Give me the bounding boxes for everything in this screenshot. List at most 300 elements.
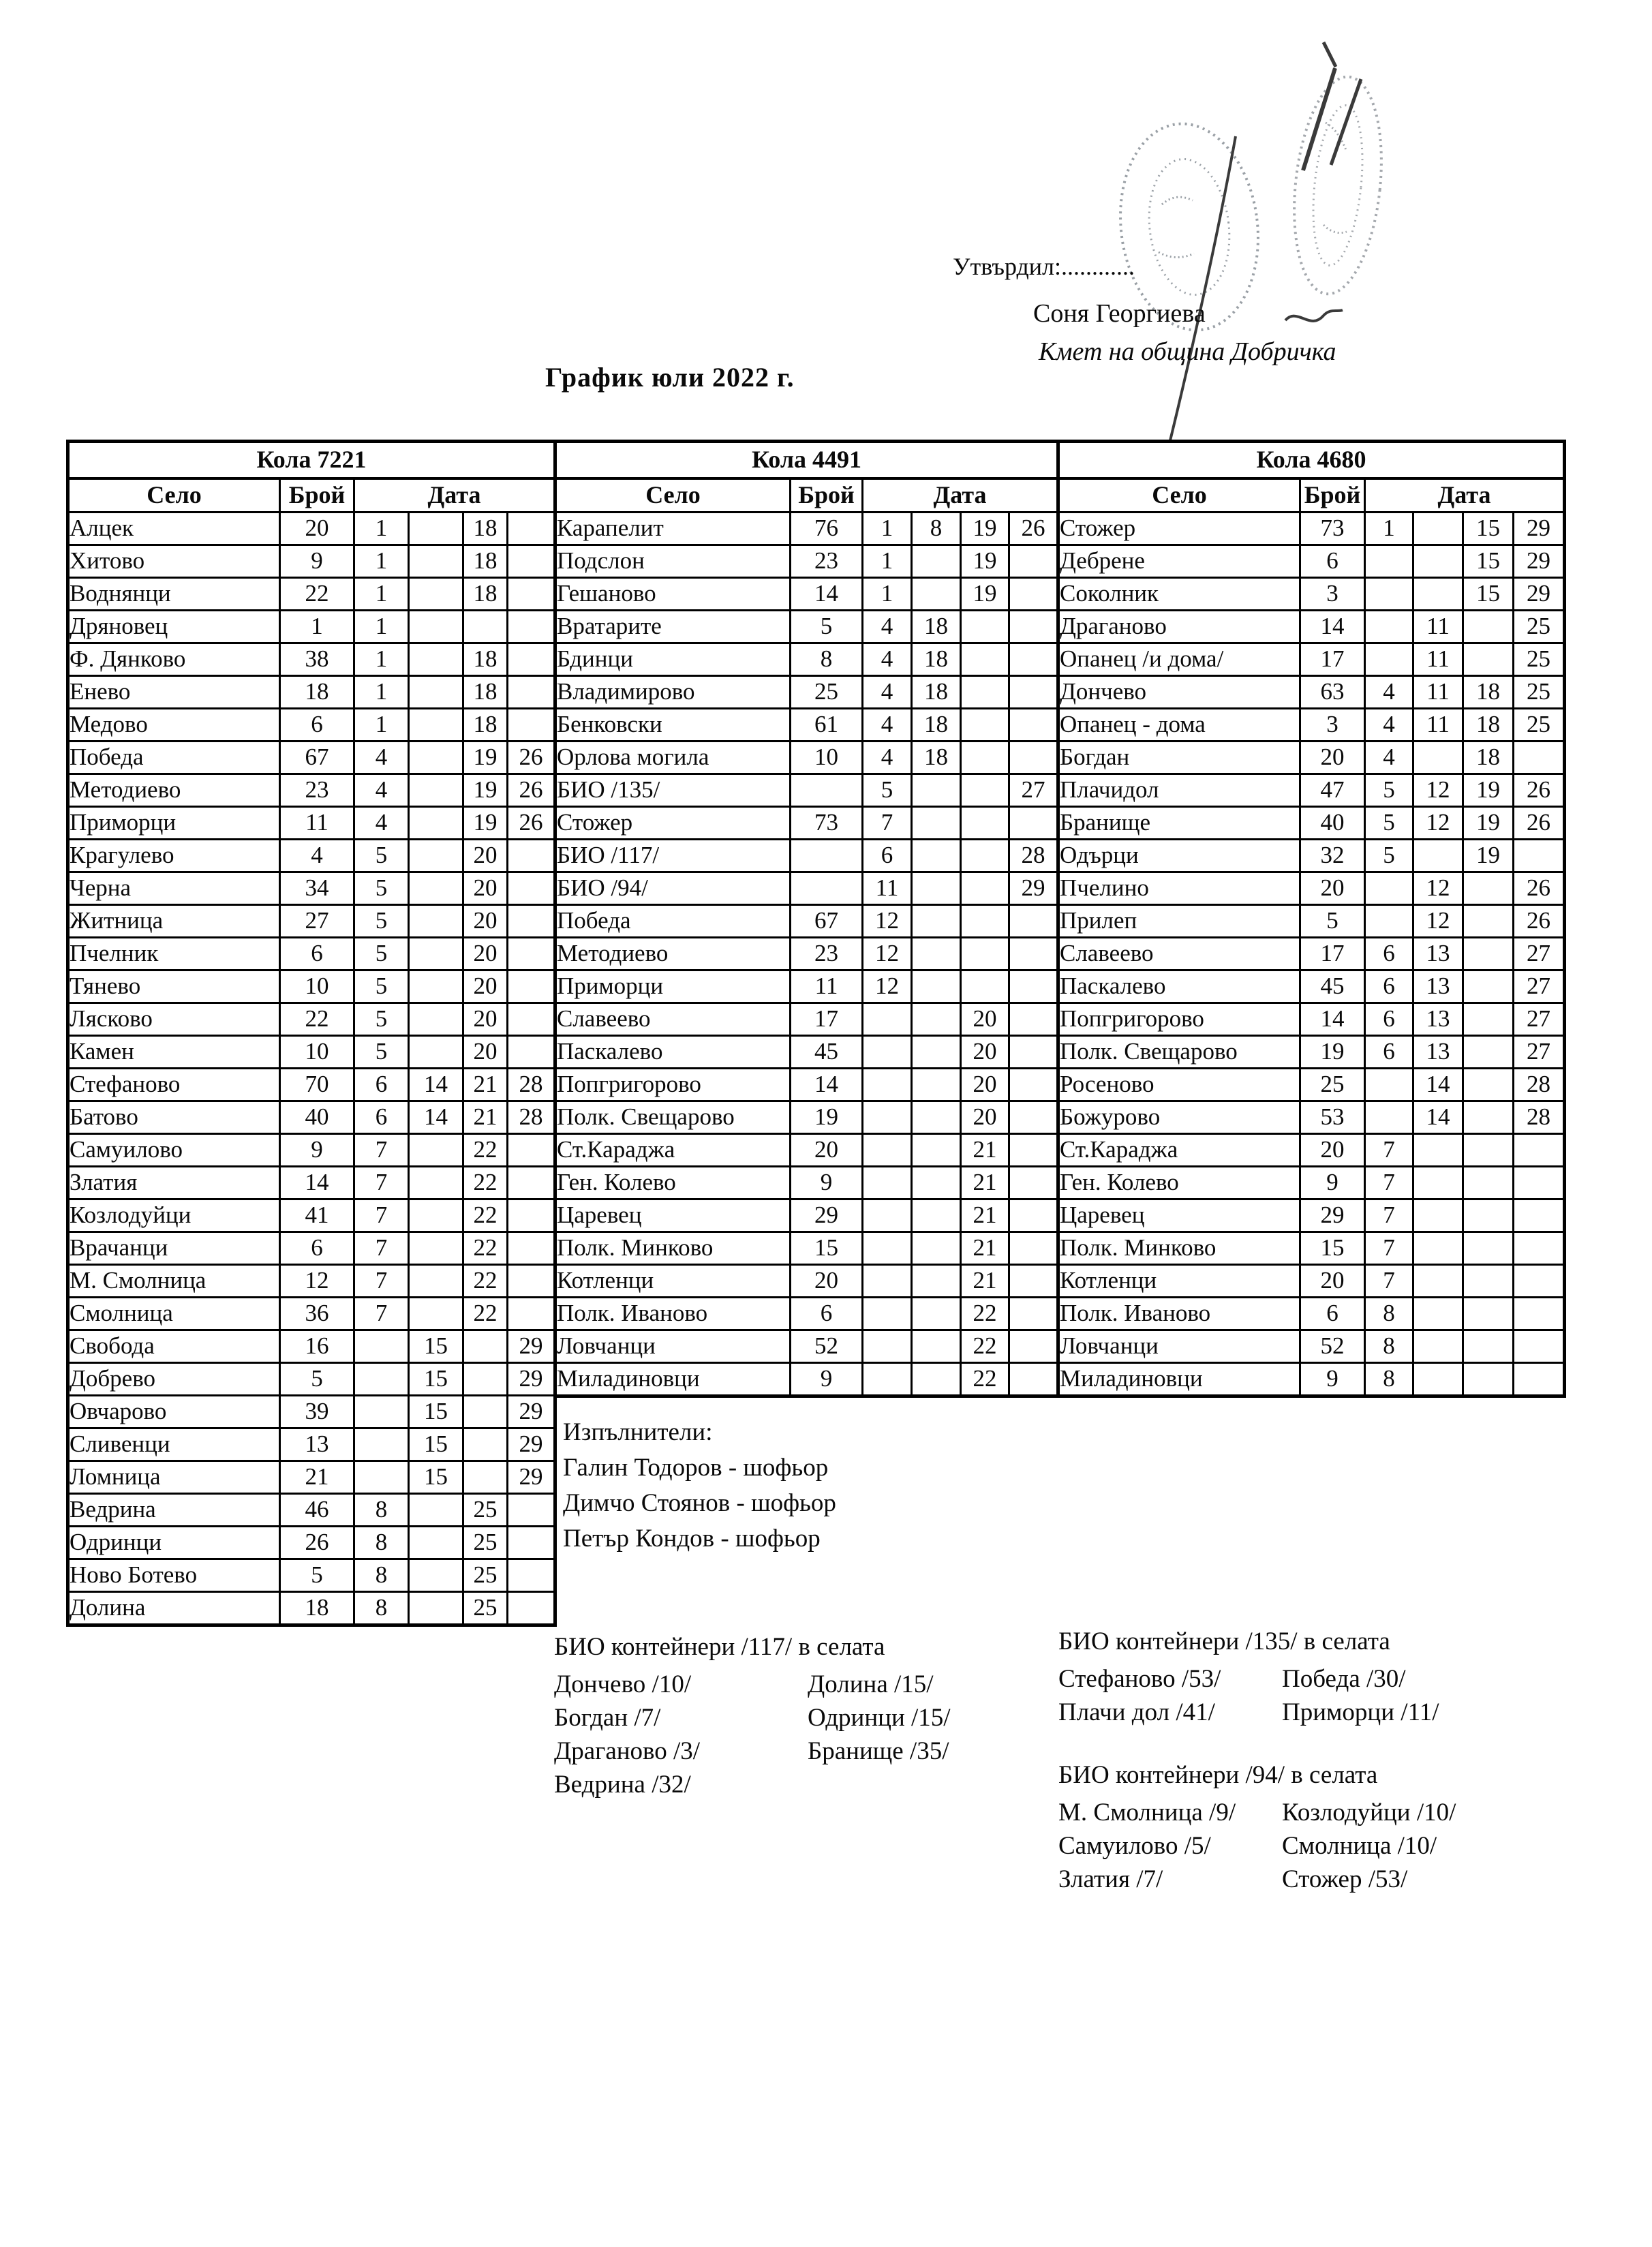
date-cell	[409, 643, 463, 676]
village-cell: Бдинци	[555, 643, 791, 676]
bio-item: Богдан /7/	[554, 1704, 661, 1732]
date-cell	[508, 1559, 555, 1592]
date-cell	[1463, 1003, 1514, 1036]
date-cell	[912, 938, 961, 970]
date-cell: 28	[508, 1069, 555, 1101]
date-cell: 5	[354, 872, 409, 905]
date-cell: 7	[354, 1298, 409, 1330]
date-cell: 11	[863, 872, 912, 905]
table-row	[68, 774, 555, 807]
date-cell	[1365, 1101, 1413, 1134]
count-cell: 4	[280, 840, 354, 872]
date-cell	[1413, 742, 1463, 774]
date-cell: 29	[1009, 872, 1058, 905]
date-cell: 20	[463, 872, 508, 905]
date-cell: 4	[863, 643, 912, 676]
date-cell: 1	[863, 578, 912, 611]
date-cell: 7	[863, 807, 912, 840]
village-cell: Медово	[68, 709, 280, 742]
table-row	[68, 578, 555, 611]
date-cell: 5	[1365, 840, 1413, 872]
date-cell	[1009, 1167, 1058, 1199]
bio-item: М. Смолница /9/	[1058, 1799, 1236, 1826]
date-cell	[354, 1396, 409, 1428]
village-cell: Ст.Караджа	[555, 1134, 791, 1167]
date-cell: 12	[863, 938, 912, 970]
date-cell	[1365, 1069, 1413, 1101]
date-cell	[1514, 1298, 1565, 1330]
date-cell: 15	[409, 1461, 463, 1494]
date-cell: 5	[1365, 807, 1413, 840]
date-cell	[1463, 643, 1514, 676]
date-cell	[409, 578, 463, 611]
date-cell: 26	[1514, 807, 1565, 840]
count-cell: 32	[1300, 840, 1365, 872]
date-cell: 8	[1365, 1363, 1413, 1396]
count-cell: 9	[791, 1167, 863, 1199]
village-cell: Владимирово	[555, 676, 791, 709]
count-cell: 14	[1300, 1003, 1365, 1036]
count-cell: 17	[1300, 938, 1365, 970]
date-cell	[1009, 1265, 1058, 1298]
table-row	[1058, 513, 1565, 545]
table-row	[68, 1069, 555, 1101]
count-cell: 40	[280, 1101, 354, 1134]
village-cell: Сливенци	[68, 1428, 280, 1461]
date-cell: 18	[463, 676, 508, 709]
date-cell: 26	[508, 774, 555, 807]
village-cell: Славеево	[1058, 938, 1300, 970]
approver-name: Соня Георгиева	[1033, 299, 1206, 328]
date-cell: 4	[863, 611, 912, 643]
table-row	[1058, 970, 1565, 1003]
table-row	[555, 545, 1058, 578]
date-cell: 15	[1463, 545, 1514, 578]
bio-section-heading: БИО контейнери /94/ в селата	[1058, 1761, 1378, 1789]
date-cell	[409, 938, 463, 970]
date-cell: 26	[1514, 774, 1565, 807]
date-cell: 1	[354, 513, 409, 545]
bio-section-94	[1058, 1758, 1456, 1896]
village-cell: Царевец	[1058, 1199, 1300, 1232]
count-cell: 18	[280, 1592, 354, 1625]
date-cell	[912, 1101, 961, 1134]
date-cell: 18	[912, 676, 961, 709]
date-cell	[463, 611, 508, 643]
date-cell	[1463, 905, 1514, 938]
date-cell	[1463, 1036, 1514, 1069]
date-cell: 19	[961, 513, 1009, 545]
table-row	[555, 1134, 1058, 1167]
date-cell	[1009, 676, 1058, 709]
village-cell: Свобода	[68, 1330, 280, 1363]
date-cell	[1413, 1199, 1463, 1232]
village-cell: Полк. Минково	[1058, 1232, 1300, 1265]
table-row	[1058, 1069, 1565, 1101]
count-cell: 6	[1300, 545, 1365, 578]
bio-section-heading: БИО контейнери /117/ в селата	[554, 1633, 885, 1661]
table-row	[555, 1232, 1058, 1265]
date-cell	[1009, 1199, 1058, 1232]
count-cell: 11	[791, 970, 863, 1003]
date-cell	[961, 709, 1009, 742]
date-cell: 29	[508, 1363, 555, 1396]
date-cell	[1009, 1036, 1058, 1069]
village-cell: Котленци	[555, 1265, 791, 1298]
date-cell: 19	[463, 774, 508, 807]
col-village: Село	[1058, 478, 1300, 513]
count-cell: 22	[280, 578, 354, 611]
date-cell	[1514, 840, 1565, 872]
date-cell	[409, 709, 463, 742]
date-cell: 6	[354, 1101, 409, 1134]
date-cell	[508, 1036, 555, 1069]
bio-item: Смолница /10/	[1282, 1832, 1437, 1860]
date-cell	[912, 1363, 961, 1396]
date-cell	[409, 1167, 463, 1199]
bio-item: Стожер /53/	[1282, 1865, 1408, 1893]
count-cell: 53	[1300, 1101, 1365, 1134]
count-cell: 19	[1300, 1036, 1365, 1069]
village-cell: Дебрене	[1058, 545, 1300, 578]
date-cell: 25	[1514, 611, 1565, 643]
date-cell	[409, 970, 463, 1003]
count-cell: 47	[1300, 774, 1365, 807]
table-row	[68, 1592, 555, 1625]
table-row	[555, 513, 1058, 545]
count-cell: 6	[791, 1298, 863, 1330]
date-cell	[1463, 1101, 1514, 1134]
executors-block	[563, 1415, 836, 1557]
date-cell: 7	[354, 1199, 409, 1232]
date-cell: 26	[508, 807, 555, 840]
count-cell: 17	[791, 1003, 863, 1036]
date-cell: 29	[508, 1396, 555, 1428]
date-cell	[863, 1232, 912, 1265]
count-cell: 17	[1300, 643, 1365, 676]
table-row	[1058, 1003, 1565, 1036]
date-cell	[409, 545, 463, 578]
date-cell: 15	[409, 1363, 463, 1396]
village-cell: БИО /135/	[555, 774, 791, 807]
date-cell: 18	[912, 611, 961, 643]
date-cell: 18	[463, 578, 508, 611]
date-cell	[912, 872, 961, 905]
date-cell	[1413, 1363, 1463, 1396]
date-cell: 7	[1365, 1134, 1413, 1167]
bio-row	[554, 1701, 951, 1734]
count-cell: 52	[1300, 1330, 1365, 1363]
column-header-row	[68, 478, 555, 513]
table-row	[68, 872, 555, 905]
date-cell: 13	[1413, 970, 1463, 1003]
col-date: Дата	[354, 478, 555, 513]
count-cell: 67	[280, 742, 354, 774]
village-cell: БИО /94/	[555, 872, 791, 905]
date-cell: 18	[1463, 709, 1514, 742]
executors-heading: Изпълнители:	[563, 1418, 713, 1446]
bio-item: Победа /30/	[1282, 1665, 1406, 1693]
date-cell: 20	[961, 1101, 1009, 1134]
bio-section-135	[1058, 1625, 1439, 1729]
date-cell	[1009, 545, 1058, 578]
bio-section-117	[554, 1630, 951, 1801]
date-cell	[1413, 513, 1463, 545]
village-cell: Полк. Иваново	[1058, 1298, 1300, 1330]
date-cell: 20	[961, 1069, 1009, 1101]
vehicle-title: Кола 4491	[555, 442, 1058, 479]
table-row	[68, 807, 555, 840]
count-cell: 9	[1300, 1363, 1365, 1396]
date-cell	[508, 1298, 555, 1330]
date-cell: 27	[1514, 1036, 1565, 1069]
count-cell: 73	[1300, 513, 1365, 545]
date-cell: 22	[463, 1232, 508, 1265]
table-row	[68, 742, 555, 774]
table-row	[68, 1396, 555, 1428]
village-cell: БИО /117/	[555, 840, 791, 872]
village-cell: Стожер	[555, 807, 791, 840]
count-cell: 67	[791, 905, 863, 938]
date-cell	[409, 742, 463, 774]
date-cell: 19	[463, 807, 508, 840]
table-row	[1058, 872, 1565, 905]
village-cell: Самуилово	[68, 1134, 280, 1167]
table-row	[555, 1298, 1058, 1330]
village-cell: Паскалево	[555, 1036, 791, 1069]
table-row	[68, 1167, 555, 1199]
count-cell: 22	[280, 1003, 354, 1036]
date-cell	[1009, 807, 1058, 840]
date-cell	[961, 905, 1009, 938]
date-cell	[1009, 742, 1058, 774]
bio-row	[554, 1768, 951, 1801]
schedule-table-kola-7221	[66, 440, 557, 1627]
village-cell: Бранище	[1058, 807, 1300, 840]
date-cell	[961, 807, 1009, 840]
date-cell: 29	[508, 1330, 555, 1363]
date-cell	[508, 513, 555, 545]
table-row	[555, 709, 1058, 742]
date-cell: 19	[1463, 840, 1514, 872]
date-cell	[409, 1134, 463, 1167]
date-cell: 4	[1365, 676, 1413, 709]
village-cell: Победа	[555, 905, 791, 938]
date-cell	[912, 1036, 961, 1069]
date-cell: 8	[912, 513, 961, 545]
date-cell	[912, 545, 961, 578]
count-cell: 20	[280, 513, 354, 545]
date-cell	[463, 1396, 508, 1428]
date-cell: 21	[463, 1069, 508, 1101]
date-cell	[1463, 1298, 1514, 1330]
date-cell	[1009, 1003, 1058, 1036]
bio-row	[1058, 1796, 1456, 1829]
table-row	[555, 742, 1058, 774]
table-row	[68, 1428, 555, 1461]
date-cell: 25	[463, 1527, 508, 1559]
date-cell: 28	[1514, 1069, 1565, 1101]
date-cell: 1	[863, 545, 912, 578]
date-cell: 13	[1413, 1036, 1463, 1069]
bio-section-heading: БИО контейнери /135/ в селата	[1058, 1627, 1390, 1655]
vehicle-title: Кола 4680	[1058, 442, 1565, 479]
date-cell	[409, 1527, 463, 1559]
village-cell: Богдан	[1058, 742, 1300, 774]
village-cell: Крагулево	[68, 840, 280, 872]
date-cell	[863, 1363, 912, 1396]
date-cell: 27	[1514, 970, 1565, 1003]
village-cell: Лясково	[68, 1003, 280, 1036]
bio-row	[1058, 1662, 1439, 1696]
count-cell: 1	[280, 611, 354, 643]
table-row	[1058, 611, 1565, 643]
count-cell: 14	[1300, 611, 1365, 643]
column-header-row	[555, 478, 1058, 513]
date-cell	[508, 578, 555, 611]
date-cell: 15	[1463, 513, 1514, 545]
date-cell	[409, 905, 463, 938]
date-cell	[409, 807, 463, 840]
date-cell	[508, 709, 555, 742]
date-cell	[912, 905, 961, 938]
count-cell: 41	[280, 1199, 354, 1232]
date-cell: 8	[354, 1527, 409, 1559]
date-cell: 21	[961, 1199, 1009, 1232]
date-cell	[508, 611, 555, 643]
date-cell	[912, 1069, 961, 1101]
date-cell: 7	[354, 1167, 409, 1199]
count-cell: 29	[791, 1199, 863, 1232]
date-cell: 7	[1365, 1265, 1413, 1298]
village-cell: Одърци	[1058, 840, 1300, 872]
table-row	[1058, 1298, 1565, 1330]
date-cell	[1413, 545, 1463, 578]
date-cell: 11	[1413, 611, 1463, 643]
date-cell	[1463, 1232, 1514, 1265]
table-row	[1058, 807, 1565, 840]
date-cell	[1463, 1265, 1514, 1298]
date-cell: 1	[1365, 513, 1413, 545]
count-cell: 10	[791, 742, 863, 774]
date-cell	[1463, 938, 1514, 970]
date-cell: 14	[1413, 1069, 1463, 1101]
count-cell: 11	[280, 807, 354, 840]
date-cell: 11	[1413, 643, 1463, 676]
date-cell: 18	[463, 643, 508, 676]
village-cell: Долина	[68, 1592, 280, 1625]
date-cell: 4	[863, 742, 912, 774]
date-cell	[409, 1559, 463, 1592]
date-cell: 20	[463, 1003, 508, 1036]
date-cell	[354, 1428, 409, 1461]
table-row	[555, 1167, 1058, 1199]
table-row	[68, 905, 555, 938]
date-cell	[508, 643, 555, 676]
village-cell: Приморци	[555, 970, 791, 1003]
date-cell	[961, 872, 1009, 905]
village-cell: Попгригорово	[555, 1069, 791, 1101]
date-cell	[1463, 872, 1514, 905]
date-cell: 26	[508, 742, 555, 774]
date-cell: 18	[463, 545, 508, 578]
table-row	[555, 774, 1058, 807]
count-cell: 45	[1300, 970, 1365, 1003]
date-cell	[1365, 643, 1413, 676]
count-cell: 12	[280, 1265, 354, 1298]
count-cell: 40	[1300, 807, 1365, 840]
date-cell	[961, 938, 1009, 970]
village-cell: Соколник	[1058, 578, 1300, 611]
date-cell: 8	[1365, 1330, 1413, 1363]
date-cell	[508, 676, 555, 709]
date-cell	[1514, 1199, 1565, 1232]
village-cell: Полк. Свещарово	[1058, 1036, 1300, 1069]
date-cell	[863, 1101, 912, 1134]
date-cell: 18	[912, 742, 961, 774]
count-cell: 3	[1300, 578, 1365, 611]
date-cell: 21	[463, 1101, 508, 1134]
table-row	[1058, 840, 1565, 872]
date-cell	[354, 1461, 409, 1494]
table-title-row	[68, 442, 555, 479]
date-cell	[354, 1330, 409, 1363]
count-cell	[791, 840, 863, 872]
date-cell: 8	[354, 1559, 409, 1592]
table-row	[68, 938, 555, 970]
table-row	[1058, 676, 1565, 709]
date-cell: 7	[354, 1265, 409, 1298]
count-cell: 5	[1300, 905, 1365, 938]
date-cell: 26	[1009, 513, 1058, 545]
date-cell: 18	[912, 643, 961, 676]
table-row	[68, 1232, 555, 1265]
date-cell: 4	[863, 709, 912, 742]
date-cell	[409, 1592, 463, 1625]
date-cell: 22	[961, 1330, 1009, 1363]
date-cell	[1463, 1134, 1514, 1167]
village-cell: Методиево	[68, 774, 280, 807]
bio-row	[554, 1668, 951, 1701]
table-row	[1058, 643, 1565, 676]
count-cell: 26	[280, 1527, 354, 1559]
date-cell: 8	[354, 1592, 409, 1625]
village-cell: М. Смолница	[68, 1265, 280, 1298]
date-cell	[1009, 1363, 1058, 1396]
date-cell: 5	[354, 1036, 409, 1069]
date-cell	[1009, 970, 1058, 1003]
date-cell	[409, 872, 463, 905]
village-cell: Царевец	[555, 1199, 791, 1232]
table-row	[555, 611, 1058, 643]
table-row	[68, 545, 555, 578]
table-row	[1058, 905, 1565, 938]
date-cell	[863, 1069, 912, 1101]
date-cell	[912, 1330, 961, 1363]
village-cell: Ново Ботево	[68, 1559, 280, 1592]
date-cell: 18	[1463, 676, 1514, 709]
date-cell	[463, 1330, 508, 1363]
date-cell: 20	[463, 970, 508, 1003]
date-cell: 25	[1514, 643, 1565, 676]
table-row	[555, 1003, 1058, 1036]
date-cell	[508, 1265, 555, 1298]
table-row	[555, 938, 1058, 970]
date-cell	[912, 1134, 961, 1167]
date-cell: 22	[463, 1199, 508, 1232]
village-cell: Росеново	[1058, 1069, 1300, 1101]
date-cell: 20	[463, 1036, 508, 1069]
